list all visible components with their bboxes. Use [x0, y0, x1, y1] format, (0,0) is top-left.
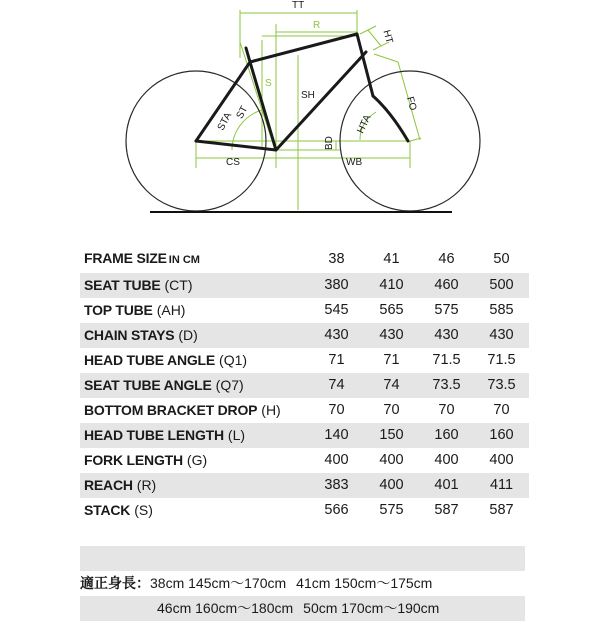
- row-label-cell: [80, 473, 309, 498]
- row-name: HEAD TUBE LENGTH: [84, 427, 224, 443]
- table-row: [80, 473, 529, 498]
- value-cell: 430: [474, 323, 529, 348]
- value-cell: 70: [383, 402, 400, 418]
- recommended-height-heading: 適正身長：: [80, 575, 150, 591]
- value-cell: 400: [379, 452, 404, 468]
- table-row: [80, 373, 529, 398]
- row-name: STACK: [84, 502, 131, 518]
- size-line-1: [80, 571, 525, 596]
- value-cell: 400: [324, 452, 349, 468]
- value-cell: 545: [324, 302, 349, 318]
- value-cell: 71: [383, 352, 400, 368]
- value-cell: 73.5: [419, 373, 474, 398]
- row-name: FORK LENGTH: [84, 452, 183, 468]
- header-label-cell: [80, 246, 309, 273]
- value-cell: 400: [364, 473, 419, 498]
- size-cell: 41: [383, 251, 400, 267]
- row-name: HEAD TUBE ANGLE: [84, 352, 216, 368]
- value-cell: 70: [328, 402, 345, 418]
- row-unit: (CT): [164, 277, 193, 293]
- row-unit: (L): [227, 427, 246, 443]
- value-cell: 160: [474, 423, 529, 448]
- size-entry: 50cm 170cm〜190cm: [303, 600, 440, 616]
- header-name: FRAME SIZE: [84, 250, 167, 266]
- row-unit: (Q1): [219, 352, 248, 368]
- size-cell: 38: [328, 251, 345, 267]
- value-cell: 383: [309, 473, 364, 498]
- label-sta: STA: [215, 110, 235, 133]
- label-sh: SH: [301, 90, 315, 101]
- table-row: [80, 398, 529, 423]
- size-entry: 38cm 145cm〜170cm: [150, 575, 287, 591]
- size-cell: 50: [493, 251, 510, 267]
- row-name: TOP TUBE: [84, 302, 153, 318]
- value-cell: 71.5: [432, 352, 461, 368]
- row-name: CHAIN STAYS: [84, 327, 175, 343]
- size-cell: 46: [438, 251, 455, 267]
- value-cell: 430: [419, 323, 474, 348]
- row-name: SEAT TUBE ANGLE: [84, 377, 212, 393]
- label-st: ST: [234, 104, 251, 121]
- table-row: [80, 423, 529, 448]
- table-row: [80, 323, 529, 348]
- label-ht: HT: [380, 28, 395, 45]
- label-r: R: [313, 20, 321, 31]
- row-name: REACH: [84, 477, 133, 493]
- table-row: [80, 298, 529, 323]
- value-cell: 74: [309, 373, 364, 398]
- table-row: [80, 448, 529, 473]
- row-unit: (S): [134, 502, 153, 518]
- row-label-cell: [80, 498, 309, 523]
- row-label-cell: [80, 448, 309, 473]
- value-cell: 587: [489, 502, 514, 518]
- value-cell: 70: [493, 402, 510, 418]
- blank-shaded-row: [80, 546, 525, 571]
- table-row: [80, 498, 529, 523]
- size-entry: 46cm 160cm〜180cm: [157, 600, 294, 616]
- table-row: [80, 273, 529, 298]
- row-label-cell: [80, 373, 309, 398]
- label-s: S: [265, 78, 272, 89]
- row-name: BOTTOM BRACKET DROP: [84, 402, 258, 418]
- value-cell: 150: [364, 423, 419, 448]
- label-hta: HTA: [355, 113, 374, 136]
- value-cell: 160: [419, 423, 474, 448]
- label-cs: CS: [226, 157, 240, 168]
- value-cell: 575: [434, 302, 459, 318]
- row-name: SEAT TUBE: [84, 277, 161, 293]
- label-fo: FO: [403, 95, 419, 112]
- header-unit: IN CM: [168, 254, 200, 266]
- row-unit: (Q7): [215, 377, 244, 393]
- row-label-cell: [80, 323, 309, 348]
- value-cell: 585: [489, 302, 514, 318]
- value-cell: 70: [438, 402, 455, 418]
- value-cell: 140: [309, 423, 364, 448]
- table-header-row: [80, 246, 529, 273]
- value-cell: 73.5: [474, 373, 529, 398]
- value-cell: 401: [419, 473, 474, 498]
- size-entry: 41cm 150cm〜175cm: [296, 575, 433, 591]
- value-cell: 71.5: [487, 352, 516, 368]
- value-cell: 400: [489, 452, 514, 468]
- value-cell: 71: [328, 352, 345, 368]
- row-unit: (D): [178, 327, 198, 343]
- label-wb: WB: [346, 157, 363, 168]
- row-label-cell: [80, 423, 309, 448]
- recommended-height-section: [80, 546, 525, 621]
- row-label-cell: [80, 398, 309, 423]
- row-unit: (AH): [156, 302, 186, 318]
- row-label-cell: [80, 273, 309, 298]
- value-cell: 430: [309, 323, 364, 348]
- value-cell: 410: [364, 273, 419, 298]
- row-label-cell: [80, 298, 309, 323]
- bike-geometry-diagram: [0, 0, 600, 230]
- row-unit: (R): [136, 477, 157, 493]
- value-cell: 430: [364, 323, 419, 348]
- value-cell: 575: [379, 502, 404, 518]
- value-cell: 380: [309, 273, 364, 298]
- value-cell: 74: [364, 373, 419, 398]
- value-cell: 411: [474, 473, 529, 498]
- value-cell: 400: [434, 452, 459, 468]
- label-bd: BD: [324, 136, 335, 150]
- row-unit: (H): [261, 402, 281, 418]
- table-row: [80, 348, 529, 373]
- value-cell: 587: [434, 502, 459, 518]
- value-cell: 460: [419, 273, 474, 298]
- row-unit: (G): [186, 452, 208, 468]
- geometry-table: [80, 246, 529, 523]
- value-cell: 565: [379, 302, 404, 318]
- row-label-cell: [80, 348, 309, 373]
- label-tt: TT: [292, 0, 305, 11]
- value-cell: 566: [324, 502, 349, 518]
- value-cell: 500: [474, 273, 529, 298]
